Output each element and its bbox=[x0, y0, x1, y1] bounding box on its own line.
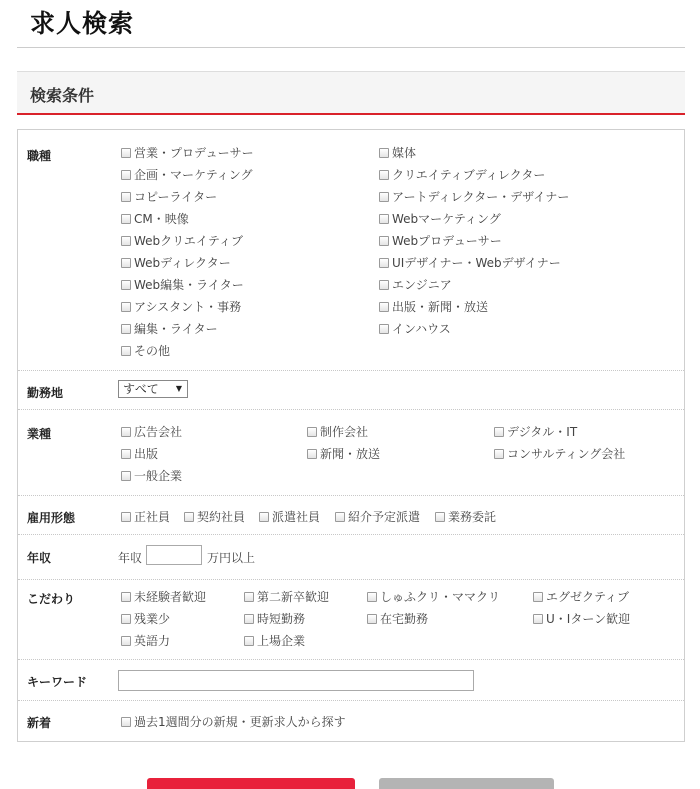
row-label-keyword: キーワード bbox=[27, 675, 88, 689]
checkbox-preference-5[interactable]: 時短勤務 bbox=[244, 610, 305, 627]
row-employment bbox=[18, 496, 684, 535]
checkbox-icon[interactable] bbox=[307, 449, 317, 459]
checkbox-industry-4[interactable]: 新聞・放送 bbox=[307, 445, 380, 462]
checkbox-industry-6[interactable]: 一般企業 bbox=[121, 467, 182, 484]
checkbox-icon[interactable] bbox=[121, 592, 131, 602]
checkbox-job-type-17[interactable]: インハウス bbox=[379, 320, 451, 337]
checkbox-icon[interactable] bbox=[494, 427, 504, 437]
checkbox-icon[interactable] bbox=[121, 471, 131, 481]
checkbox-industry-0[interactable]: 広告会社 bbox=[121, 423, 182, 440]
checkbox-job-type-8[interactable]: Webクリエイティブ bbox=[121, 232, 243, 249]
row-industry bbox=[18, 410, 684, 496]
checkbox-icon[interactable] bbox=[379, 214, 389, 224]
checkbox-icon[interactable] bbox=[121, 449, 131, 459]
checkbox-icon[interactable] bbox=[367, 592, 377, 602]
location-select-value: すべて bbox=[123, 382, 159, 396]
row-label-employment: 雇用形態 bbox=[27, 511, 76, 525]
checkbox-employment-4[interactable]: 業務委託 bbox=[435, 508, 496, 525]
row-preferences bbox=[18, 580, 684, 660]
checkbox-icon[interactable] bbox=[121, 346, 131, 356]
checkbox-industry-5[interactable]: コンサルティング会社 bbox=[494, 445, 625, 462]
row-label-preferences: こだわり bbox=[27, 592, 76, 606]
checkbox-icon[interactable] bbox=[244, 592, 254, 602]
checkbox-job-type-15[interactable]: 出版・新聞・放送 bbox=[379, 298, 488, 315]
keyword-input[interactable] bbox=[118, 670, 474, 691]
checkbox-icon[interactable] bbox=[121, 302, 131, 312]
checkbox-job-type-18[interactable]: その他 bbox=[121, 342, 170, 359]
checkbox-job-type-7[interactable]: Webマーケティング bbox=[379, 210, 501, 227]
checkbox-job-type-1[interactable]: 媒体 bbox=[379, 144, 416, 161]
checkbox-job-type-10[interactable]: Webディレクター bbox=[121, 254, 231, 271]
checkbox-icon[interactable] bbox=[121, 280, 131, 290]
page-title: 求人検索 bbox=[30, 9, 135, 38]
checkbox-employment-0[interactable]: 正社員 bbox=[121, 508, 170, 525]
chevron-down-icon: ▼ bbox=[175, 384, 182, 393]
row-label-job-type: 職種 bbox=[27, 149, 52, 163]
row-job-type bbox=[18, 130, 684, 371]
checkbox-icon[interactable] bbox=[184, 512, 194, 522]
clear-button[interactable] bbox=[379, 778, 554, 789]
checkbox-industry-1[interactable]: 制作会社 bbox=[307, 423, 368, 440]
row-income bbox=[18, 535, 684, 580]
checkbox-new-arrivals[interactable]: 過去1週間分の新規・更新求人から探す bbox=[121, 713, 346, 730]
checkbox-icon[interactable] bbox=[379, 302, 389, 312]
checkbox-preference-8[interactable]: 英語力 bbox=[121, 632, 170, 649]
row-label-income: 年収 bbox=[27, 551, 52, 565]
checkbox-icon[interactable] bbox=[121, 214, 131, 224]
checkbox-preference-6[interactable]: 在宅勤務 bbox=[367, 610, 428, 627]
search-conditions-table bbox=[17, 129, 685, 742]
checkbox-job-type-4[interactable]: コピーライター bbox=[121, 188, 217, 205]
checkbox-icon[interactable] bbox=[121, 512, 131, 522]
location-select[interactable] bbox=[118, 380, 188, 398]
checkbox-icon[interactable] bbox=[121, 614, 131, 624]
checkbox-employment-1[interactable]: 契約社員 bbox=[184, 508, 245, 525]
checkbox-icon[interactable] bbox=[121, 236, 131, 246]
checkbox-job-type-11[interactable]: UIデザイナー・Webデザイナー bbox=[379, 254, 561, 271]
checkbox-industry-2[interactable]: デジタル・IT bbox=[494, 423, 577, 440]
checkbox-icon[interactable] bbox=[435, 512, 445, 522]
income-prefix-label: 年収 bbox=[118, 551, 143, 565]
checkbox-employment-3[interactable]: 紹介予定派遣 bbox=[335, 508, 420, 525]
checkbox-icon[interactable] bbox=[533, 592, 543, 602]
checkbox-job-type-12[interactable]: Web編集・ライター bbox=[121, 276, 244, 293]
title-divider bbox=[17, 47, 685, 48]
checkbox-icon[interactable] bbox=[379, 324, 389, 334]
row-label-new-arrivals: 新着 bbox=[27, 716, 52, 730]
checkbox-icon[interactable] bbox=[121, 324, 131, 334]
checkbox-icon[interactable] bbox=[494, 449, 504, 459]
income-min-input[interactable] bbox=[146, 545, 202, 565]
checkbox-icon[interactable] bbox=[121, 717, 131, 727]
checkbox-icon[interactable] bbox=[379, 258, 389, 268]
checkbox-job-type-16[interactable]: 編集・ライター bbox=[121, 320, 218, 337]
checkbox-icon[interactable] bbox=[244, 614, 254, 624]
checkbox-icon[interactable] bbox=[121, 148, 131, 158]
checkbox-job-type-14[interactable]: アシスタント・事務 bbox=[121, 298, 241, 315]
checkbox-icon[interactable] bbox=[379, 280, 389, 290]
checkbox-icon[interactable] bbox=[244, 636, 254, 646]
checkbox-preference-0[interactable]: 未経験者歓迎 bbox=[121, 588, 206, 605]
checkbox-job-type-0[interactable]: 営業・プロデューサー bbox=[121, 144, 254, 161]
checkbox-icon[interactable] bbox=[379, 236, 389, 246]
checkbox-icon[interactable] bbox=[121, 636, 131, 646]
checkbox-icon[interactable] bbox=[121, 192, 131, 202]
checkbox-icon[interactable] bbox=[307, 427, 317, 437]
checkbox-employment-2[interactable]: 派遣社員 bbox=[259, 508, 320, 525]
checkbox-icon[interactable] bbox=[367, 614, 377, 624]
checkbox-icon[interactable] bbox=[121, 170, 131, 180]
section-title: 検索条件 bbox=[30, 86, 95, 105]
checkbox-preference-2[interactable]: しゅふクリ・ママクリ bbox=[367, 588, 500, 605]
row-label-location: 勤務地 bbox=[27, 386, 64, 400]
checkbox-preference-3[interactable]: エグゼクティブ bbox=[533, 588, 629, 605]
checkbox-job-type-6[interactable]: CM・映像 bbox=[121, 210, 189, 227]
checkbox-job-type-5[interactable]: アートディレクター・デザイナー bbox=[379, 188, 569, 205]
checkbox-job-type-9[interactable]: Webプロデューサー bbox=[379, 232, 502, 249]
checkbox-industry-3[interactable]: 出版 bbox=[121, 445, 158, 462]
row-label-industry: 業種 bbox=[27, 427, 52, 441]
checkbox-icon[interactable] bbox=[121, 258, 131, 268]
section-header bbox=[17, 71, 685, 115]
checkbox-icon[interactable] bbox=[379, 192, 389, 202]
checkbox-icon[interactable] bbox=[379, 148, 389, 158]
checkbox-job-type-3[interactable]: クリエイティブディレクター bbox=[379, 166, 545, 183]
income-suffix-label: 万円以上 bbox=[207, 551, 256, 565]
checkbox-job-type-13[interactable]: エンジニア bbox=[379, 276, 452, 293]
checkbox-icon[interactable] bbox=[533, 614, 543, 624]
checkbox-preference-4[interactable]: 残業少 bbox=[121, 610, 170, 627]
checkbox-preference-9[interactable]: 上場企業 bbox=[244, 632, 305, 649]
row-new-arrivals bbox=[18, 701, 684, 741]
search-button[interactable] bbox=[147, 778, 355, 789]
checkbox-icon[interactable] bbox=[379, 170, 389, 180]
checkbox-icon[interactable] bbox=[335, 512, 345, 522]
checkbox-job-type-2[interactable]: 企画・マーケティング bbox=[121, 166, 253, 183]
checkbox-icon[interactable] bbox=[121, 427, 131, 437]
checkbox-icon[interactable] bbox=[259, 512, 269, 522]
checkbox-preference-1[interactable]: 第二新卒歓迎 bbox=[244, 588, 329, 605]
checkbox-preference-7[interactable]: U・Iターン歓迎 bbox=[533, 610, 630, 627]
